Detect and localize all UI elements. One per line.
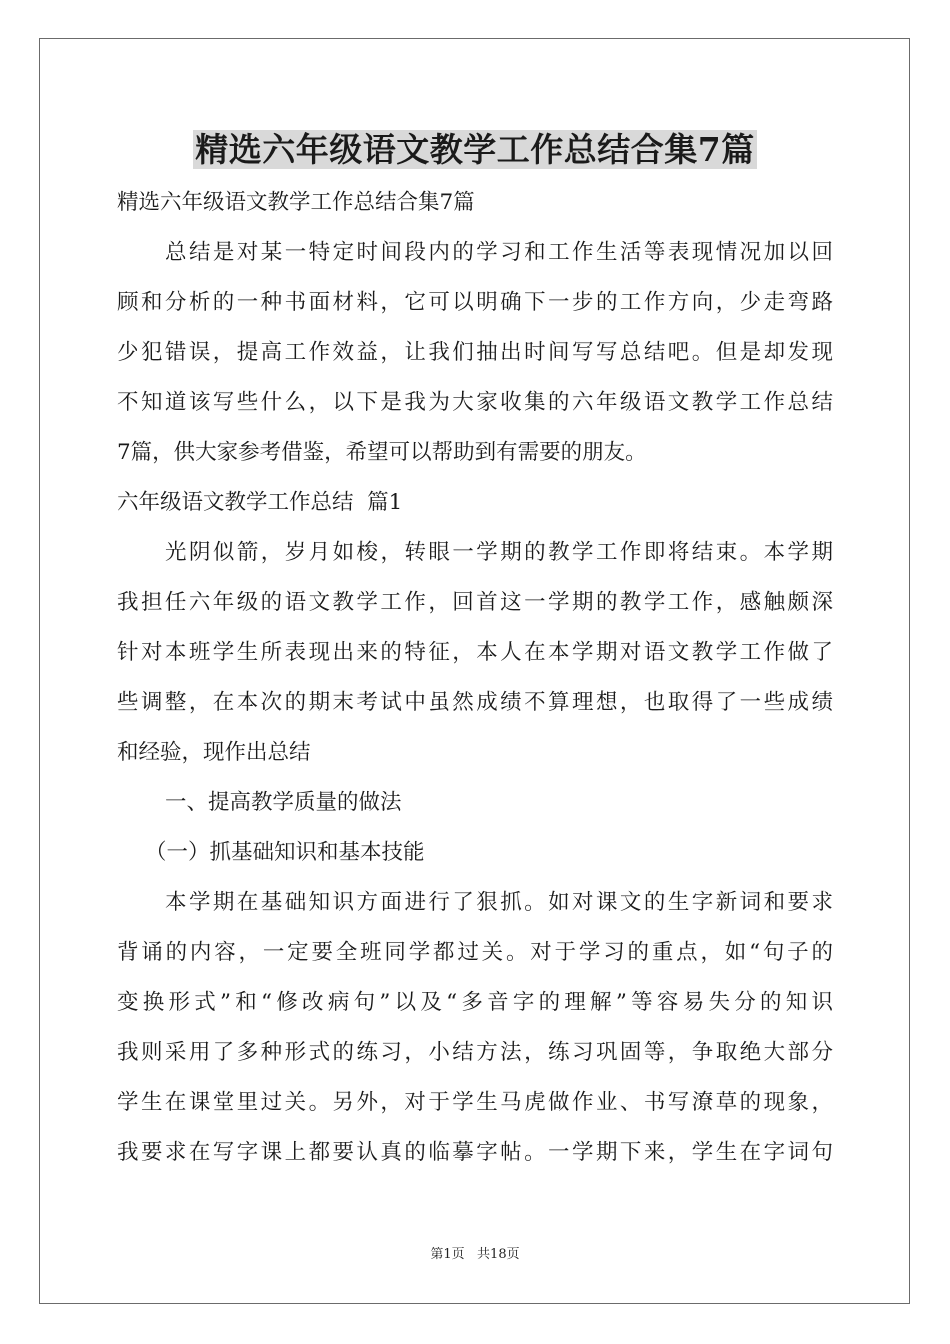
intro-line: 顾和分析的一种书面材料，它可以明确下一步的工作方向，少走弯路 [117,290,833,315]
intro-line: 少犯错误，提高工作效益，让我们抽出时间写写总结吧。但是却发现 [117,340,833,365]
paragraph-line: 本学期在基础知识方面进行了狠抓。如对课文的生字新词和要求 [165,890,833,915]
document-title-text: 精选六年级语文教学工作总结合集7篇 [195,130,755,169]
document-body [117,178,833,1178]
paragraph-line: 学生在课堂里过关。另外，对于学生马虎做作业、书写潦草的现象， [117,1090,833,1115]
paragraph-line: 背诵的内容，一定要全班同学都过关。对于学习的重点，如“句子的 [117,940,833,965]
paragraph-line: 我要求在写字课上都要认真的临摹字帖。一学期下来，学生在字词句 [117,1140,833,1165]
subheading: 一、提高教学质量的做法 [165,790,402,815]
paragraph-line: 我则采用了多种形式的练习，小结方法，练习巩固等，争取绝大部分 [117,1040,833,1065]
section-heading: 六年级语文教学工作总结 篇1 [117,490,403,515]
intro-line: 不知道该写些什么，以下是我为大家收集的六年级语文教学工作总结 [117,390,833,415]
paragraph-line: 和经验，现作出总结 [117,740,311,765]
intro-line: 7篇，供大家参考借鉴，希望可以帮助到有需要的朋友。 [117,440,647,465]
paragraph-line: 些调整，在本次的期末考试中虽然成绩不算理想，也取得了一些成绩 [117,690,833,715]
page-number: 第1页 共18页 [430,1247,520,1262]
paragraph-line: 变换形式”和“修改病句”以及“多音字的理解”等容易失分的知识 [117,990,833,1015]
intro-line: 总结是对某一特定时间段内的学习和工作生活等表现情况加以回 [165,240,833,265]
document-subtitle: 精选六年级语文教学工作总结合集7篇 [117,190,475,215]
document-title [0,128,950,172]
paragraph-line: 我担任六年级的语文教学工作，回首这一学期的教学工作，感触颇深 [117,590,833,615]
paragraph-line: 光阴似箭，岁月如梭，转眼一学期的教学工作即将结束。本学期 [165,540,833,565]
paragraph-line: 针对本班学生所表现出来的特征，本人在本学期对语文教学工作做了 [117,640,833,665]
subheading: （一）抓基础知识和基本技能 [145,840,425,865]
